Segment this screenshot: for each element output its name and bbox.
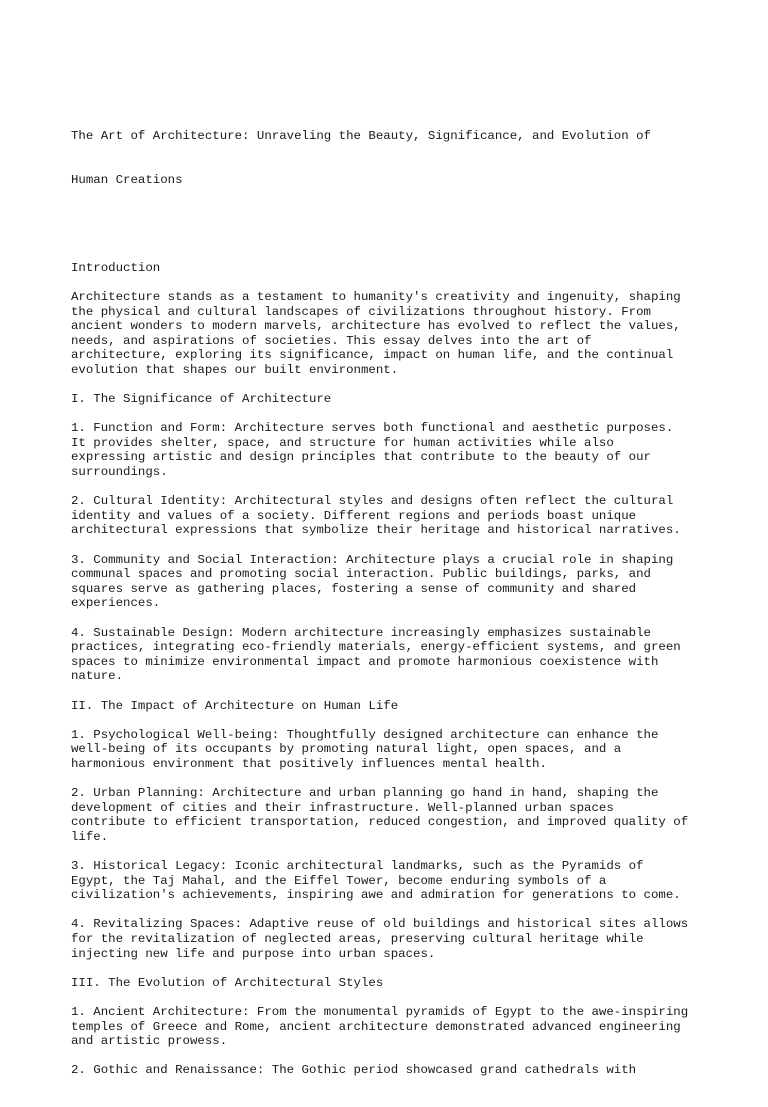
paragraph-gothic-renaissance <box>71 1063 711 1078</box>
text-line: for the revitalization of neglected areas, preserving cultural heritage while <box>71 932 644 947</box>
paragraph-cultural-identity <box>71 494 711 538</box>
paragraph-historical-legacy <box>71 859 711 903</box>
paragraph-introduction <box>71 290 711 378</box>
section-heading-evolution <box>71 976 711 991</box>
text-line: 1. Function and Form: Architecture serves both functional and aesthetic purposes. <box>71 421 674 436</box>
text-line: nature. <box>71 669 124 684</box>
text-line: I. The Significance of Architecture <box>71 392 332 407</box>
title-line: Human Creations <box>71 173 183 188</box>
text-line: expressing artistic and design principles that contribute to the beauty of our <box>71 450 651 465</box>
text-line: architecture, exploring its significance, impact on human life, and the continual <box>71 348 674 363</box>
text-line: well-being of its occupants by promoting natural light, open spaces, and a <box>71 742 622 757</box>
text-line: 4. Revitalizing Spaces: Adaptive reuse of old buildings and historical sites allows <box>71 917 689 932</box>
text-line: 2. Gothic and Renaissance: The Gothic period showcased grand cathedrals with <box>71 1063 637 1078</box>
paragraph-function-and-form <box>71 421 711 479</box>
document-title <box>71 100 711 217</box>
text-line: development of cities and their infrastructure. Well-planned urban spaces <box>71 800 614 815</box>
text-line: experiences. <box>71 596 161 611</box>
text-line: communal spaces and promoting social interaction. Public buildings, parks, and <box>71 567 651 582</box>
text-line: ancient wonders to modern marvels, architecture has evolved to reflect the values, <box>71 319 681 334</box>
text-line: needs, and aspirations of societies. This essay delves into the art of <box>71 333 592 348</box>
title-line: The Art of Architecture: Unraveling the Beauty, Significance, and Evolution of <box>71 129 651 144</box>
text-line: Introduction <box>71 260 161 275</box>
text-line: 3. Historical Legacy: Iconic architectural landmarks, such as the Pyramids of <box>71 859 644 874</box>
paragraph-urban-planning <box>71 786 711 844</box>
text-line: life. <box>71 829 109 844</box>
text-line: evolution that shapes our built environment. <box>71 362 399 377</box>
text-line: civilization's achievements, inspiring awe and admiration for generations to come. <box>71 888 681 903</box>
text-line: 2. Urban Planning: Architecture and urban planning go hand in hand, shaping the <box>71 786 659 801</box>
text-line: III. The Evolution of Architectural Styles <box>71 975 384 990</box>
paragraph-revitalizing-spaces <box>71 917 711 961</box>
text-line: harmonious environment that positively influences mental health. <box>71 756 547 771</box>
section-heading-introduction <box>71 261 711 276</box>
text-line: Egypt, the Taj Mahal, and the Eiffel Tower, become enduring symbols of a <box>71 873 607 888</box>
section-heading-significance <box>71 392 711 407</box>
text-line: squares serve as gathering places, fostering a sense of community and shared <box>71 581 637 596</box>
text-line: 4. Sustainable Design: Modern architecture increasingly emphasizes sustainable <box>71 625 651 640</box>
text-line: It provides shelter, space, and structure for human activities while also <box>71 435 614 450</box>
text-line: 1. Ancient Architecture: From the monumental pyramids of Egypt to the awe-inspiring <box>71 1005 689 1019</box>
text-line: spaces to minimize environmental impact and promote harmonious coexistence with <box>71 654 659 669</box>
text-line: and artistic prowess. <box>71 1034 228 1049</box>
text-line: architectural expressions that symbolize their heritage and historical narratives. <box>71 523 681 538</box>
text-line: 3. Community and Social Interaction: Architecture plays a crucial role in shaping <box>71 552 674 567</box>
text-line: Architecture stands as a testament to humanity's creativity and ingenuity, shaping <box>71 289 681 304</box>
section-heading-impact <box>71 699 711 714</box>
text-line: contribute to efficient transportation, reduced congestion, and improved quality of <box>71 815 689 830</box>
text-line: II. The Impact of Architecture on Human Life <box>71 698 399 713</box>
paragraph-psychological-well-being <box>71 728 711 772</box>
paragraph-ancient-architecture <box>71 1005 711 1049</box>
paragraph-sustainable-design <box>71 626 711 684</box>
text-line: injecting new life and purpose into urban spaces. <box>71 946 436 961</box>
text-line: surroundings. <box>71 465 168 480</box>
text-line: practices, integrating eco-friendly materials, energy-efficient systems, and green <box>71 640 681 655</box>
document-body <box>71 261 711 1078</box>
text-line: identity and values of a society. Different regions and periods boast unique <box>71 508 637 523</box>
document-page <box>71 71 711 1107</box>
text-line: the physical and cultural landscapes of civilizations throughout history. From <box>71 304 651 319</box>
text-line: temples of Greece and Rome, ancient architecture demonstrated advanced engineering <box>71 1019 681 1034</box>
paragraph-community-social-interaction <box>71 553 711 611</box>
text-line: 1. Psychological Well-being: Thoughtfully designed architecture can enhance the <box>71 727 659 742</box>
text-line: 2. Cultural Identity: Architectural styles and designs often reflect the cultural <box>71 494 674 509</box>
